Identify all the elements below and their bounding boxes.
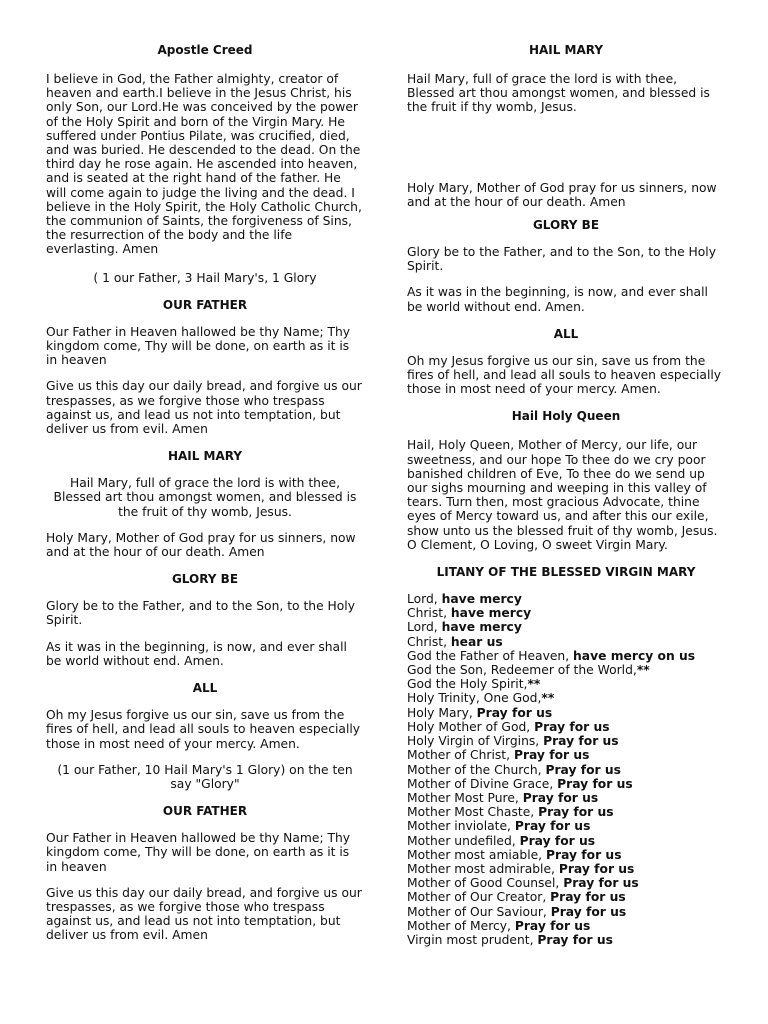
apostle-creed-heading: Apostle Creed: [157, 43, 253, 57]
hail-mary-text: Hail Mary, full of grace the lord is with thee, Blessed art thou amongst women, and blessed is the fruit if thy womb, Jesus.: [407, 72, 710, 115]
our-father-heading: OUR FATHER: [162, 804, 248, 819]
litany-list: [407, 592, 725, 947]
litany-line: [407, 777, 725, 791]
litany-line: [407, 905, 725, 919]
litany-line: [407, 635, 725, 649]
glory-be-heading: GLORY BE: [171, 572, 239, 587]
glory-be-text: Glory be to the Father, and to the Son, to the Holy Spirit.: [46, 599, 356, 628]
litany-response: have mercy on us: [573, 648, 696, 663]
apostle-creed-text: I believe in God, the Father almighty, creator of heaven and earth.I believe in the Jesus Christ, his only Son, our Lord.He was conceived by the power of the Holy Spirit and born of the Virgin Mary. He suffered under Pontius Pilate, was crucified, died, and was buried. He descended to the dead. On the third day he rose again. He ascended into heaven, and is seated at the right hand of the father. He will come again to judge the living and the dead. I believe in the Holy Spirit, the Holy Catholic Church, the communion of Saints, the forgiveness of Sins, the resurrection of the body and the life everlasting. Amen: [46, 72, 362, 257]
hail-holy-queen-heading: Hail Holy Queen: [511, 409, 621, 424]
litany-line: [407, 791, 725, 805]
litany-invocation: God the Father of Heaven,: [407, 648, 574, 663]
litany-invocation: Holy Trinity, One God,: [407, 691, 542, 706]
litany-invocation: Mother of Our Creator,: [407, 890, 551, 905]
right-column: [407, 42, 725, 947]
all-heading: ALL: [192, 681, 218, 696]
litany-line: [407, 720, 725, 734]
litany-response: have mercy: [450, 606, 532, 621]
litany-line: [407, 691, 725, 705]
litany-line: [407, 677, 725, 691]
glory-be-text: Glory be to the Father, and to the Son, to the Holy Spirit.: [407, 245, 717, 274]
litany-response: Pray for us: [538, 805, 614, 820]
litany-line: [407, 848, 725, 862]
litany-response: Pray for us: [513, 748, 590, 763]
all-text: Oh my Jesus forgive us our sin, save us from the fires of hell, and lead all souls to heaven especially those in most need of your mercy. Amen.: [46, 708, 361, 751]
hail-mary-heading: HAIL MARY: [528, 43, 604, 57]
litany-line: [407, 834, 725, 848]
litany-invocation: Mother of Christ,: [407, 748, 514, 763]
litany-response: Pray for us: [543, 734, 619, 749]
litany-response: Pray for us: [558, 861, 635, 876]
litany-response: Pray for us: [522, 790, 599, 805]
litany-heading: LITANY OF THE BLESSED VIRGIN MARY: [436, 565, 696, 580]
litany-invocation: God the Son, Redeemer of the World,: [407, 663, 637, 678]
litany-line: [407, 919, 725, 933]
glory-be-text: As it was in the beginning, is now, and ever shall be world without end. Amen.: [407, 285, 708, 314]
litany-invocation: Mother Most Chaste,: [407, 805, 539, 820]
litany-invocation: God the Holy Spirit,: [407, 677, 528, 692]
our-father-text: Our Father in Heaven hallowed be thy Name; Thy kingdom come, Thy will be done, on earth as it is in heaven: [46, 324, 351, 368]
litany-invocation: Mother of Our Saviour,: [407, 904, 551, 919]
litany-line: [407, 606, 725, 620]
litany-response: **: [541, 691, 555, 706]
litany-line: [407, 890, 725, 904]
litany-line: [407, 734, 725, 748]
litany-invocation: Mother of the Church,: [407, 762, 546, 777]
litany-response: **: [527, 677, 541, 692]
litany-line: [407, 862, 725, 876]
litany-line: [407, 819, 725, 833]
litany-response: Pray for us: [550, 890, 626, 905]
litany-line: [407, 763, 725, 777]
litany-invocation: Holy Mary,: [407, 705, 477, 720]
litany-invocation: Virgin most prudent,: [407, 932, 538, 947]
hail-mary-heading: HAIL MARY: [167, 449, 243, 464]
litany-line: [407, 592, 725, 606]
left-column: [46, 42, 364, 943]
litany-line: [407, 706, 725, 720]
our-father-heading: OUR FATHER: [162, 297, 248, 312]
instruction-text: ( 1 our Father, 3 Hail Mary's, 1 Glory: [93, 270, 317, 285]
litany-invocation: Mother of Divine Grace,: [407, 776, 558, 791]
litany-response: Pray for us: [557, 776, 633, 791]
our-father-text: Our Father in Heaven hallowed be thy Name; Thy kingdom come, Thy will be done, on earth as it is in heaven: [46, 831, 351, 874]
litany-response: **: [636, 663, 650, 678]
litany-response: hear us: [450, 634, 503, 649]
glory-be-text: As it was in the beginning, is now, and ever shall be world without end. Amen.: [46, 639, 347, 668]
litany-invocation: Holy Virgin of Virgins,: [407, 734, 544, 749]
our-father-text: Give us this day our daily bread, and forgive us our trespasses, as we forgive those who trespass against us, and lead us not into temptation, but deliver us from evil. Amen: [46, 885, 362, 943]
hail-mary-text: Holy Mary, Mother of God pray for us sinners, now and at the hour of our death. Amen: [46, 530, 356, 560]
litany-response: Pray for us: [514, 918, 591, 933]
litany-line: [407, 620, 725, 634]
litany-response: Pray for us: [537, 932, 613, 947]
litany-invocation: Mother most amiable,: [407, 847, 546, 862]
hail-mary-text: Hail Mary, full of grace the lord is with thee, Blessed art thou amongst women, and blessed is the fruit of thy womb, Jesus.: [53, 476, 357, 519]
litany-response: Pray for us: [550, 904, 627, 919]
litany-response: Pray for us: [534, 719, 610, 734]
our-father-text: Give us this day our daily bread, and forgive us our trespasses, as we forgive those who trespass against us, and lead us not into temptation, but deliver us from evil. Amen: [46, 379, 362, 437]
litany-response: Pray for us: [546, 847, 622, 862]
litany-line: [407, 933, 725, 947]
litany-line: [407, 876, 725, 890]
hail-mary-text: Holy Mary, Mother of God pray for us sinners, now and at the hour of our death. Amen: [407, 180, 717, 209]
litany-invocation: Christ,: [407, 606, 451, 621]
litany-invocation: Mother most admirable,: [407, 861, 559, 876]
all-text: Oh my Jesus forgive us our sin, save us from the fires of hell, and lead all souls to heaven especially those in most need of your mercy. Amen.: [407, 353, 722, 397]
litany-response: have mercy: [441, 592, 522, 607]
litany-invocation: Lord,: [407, 592, 442, 607]
glory-be-heading: GLORY BE: [532, 218, 600, 233]
litany-invocation: Lord,: [407, 620, 442, 635]
all-heading: ALL: [553, 326, 579, 341]
litany-invocation: Mother of Good Counsel,: [407, 876, 564, 891]
litany-invocation: Mother of Mercy,: [407, 918, 515, 933]
litany-invocation: Mother undefiled,: [407, 833, 520, 848]
litany-response: Pray for us: [519, 833, 596, 848]
litany-invocation: Mother Most Pure,: [407, 790, 523, 805]
litany-response: have mercy: [441, 620, 522, 635]
instruction-text: (1 our Father, 10 Hail Mary's 1 Glory) on the ten say "Glory": [57, 762, 353, 791]
litany-invocation: Christ,: [407, 634, 451, 649]
hail-holy-queen-text: Hail, Holy Queen, Mother of Mercy, our life, our sweetness, and our hope To thee do we cry poor banished children of Eve, To thee do we send up our sighs mourning and weeping in this valley of tears. Turn then, most gracious Advocate, thine eyes of Mercy toward us, and after this our exile, show unto us the blessed fruit of thy womb, Jesus. O Clement, O Loving, O sweet Virgin Mary.: [407, 438, 718, 552]
litany-line: [407, 649, 725, 663]
litany-line: [407, 663, 725, 677]
litany-invocation: Mother inviolate,: [407, 819, 515, 834]
litany-line: [407, 805, 725, 819]
litany-invocation: Holy Mother of God,: [407, 719, 535, 734]
litany-response: Pray for us: [476, 705, 553, 720]
litany-response: Pray for us: [545, 762, 621, 777]
litany-line: [407, 748, 725, 762]
litany-response: Pray for us: [514, 819, 591, 834]
litany-response: Pray for us: [563, 876, 639, 891]
